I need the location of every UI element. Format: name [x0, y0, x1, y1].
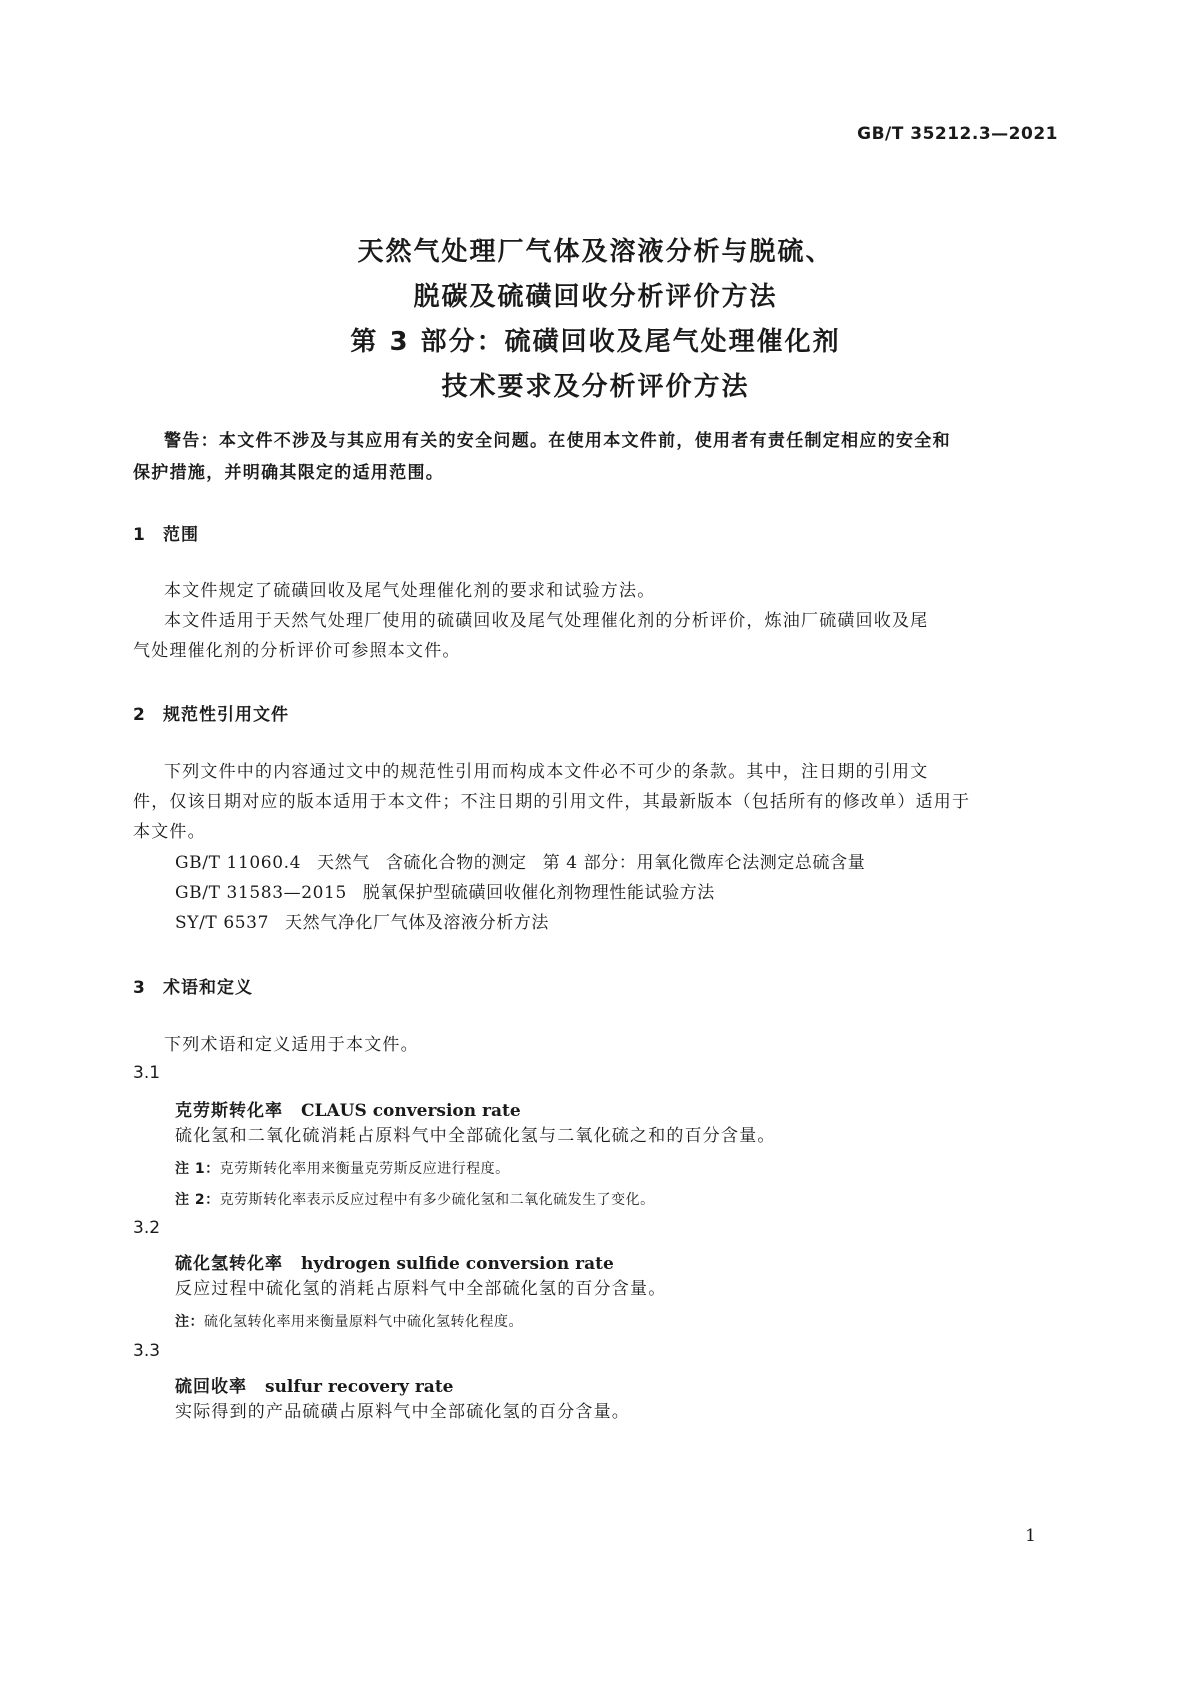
title-line-1: 天然气处理厂气体及溶液分析与脱硫、	[357, 237, 834, 267]
section-1-para-2-line-2: 气处理催化剂的分析评价可参照本文件。	[133, 641, 461, 661]
section-1-para-1: 本文件规定了硫磺回收及尾气处理催化剂的要求和试验方法。	[164, 581, 656, 601]
term-definition: 硫化氢和二氧化硫消耗占原料气中全部硫化氢与二氧化硫之和的百分含量。	[175, 1126, 776, 1146]
section-2-heading	[133, 700, 289, 725]
title-line-4: 技术要求及分析评价方法	[441, 372, 750, 402]
section-3-intro: 下列术语和定义适用于本文件。	[164, 1035, 419, 1055]
reference-code: GB/T 11060.4	[175, 853, 302, 873]
reference-code: GB/T 31583—2015	[175, 883, 347, 903]
term-en: sulfur recovery rate	[265, 1377, 454, 1397]
document-title	[0, 230, 1191, 410]
term-definition: 实际得到的产品硫磺占原料气中全部硫化氢的百分含量。	[175, 1402, 630, 1422]
term-heading	[175, 1096, 521, 1121]
note-text: 克劳斯转化率表示反应过程中有多少硫化氢和二氧化硫发生了变化。	[219, 1192, 655, 1208]
reference-title-part: 脱氧保护型硫磺回收催化剂物理性能试验方法	[362, 883, 715, 903]
warning-line-1: 警告：本文件不涉及与其应用有关的安全问题。在使用本文件前，使用者有责任制定相应的安全和	[164, 431, 951, 451]
note-label: 注：	[175, 1314, 204, 1330]
section-1-para-2-line-1: 本文件适用于天然气处理厂使用的硫磺回收及尾气处理催化剂的分析评价，炼油厂硫磺回收及尾	[164, 611, 929, 631]
title-line-3: 第 3 部分：硫磺回收及尾气处理催化剂	[350, 327, 841, 357]
note-label: 注 2：	[175, 1192, 220, 1208]
warning-line-2: 保护措施，并明确其限定的适用范围。	[133, 463, 445, 483]
title-line-2: 脱碳及硫磺回收分析评价方法	[413, 282, 778, 312]
section-2-title: 规范性引用文件	[163, 705, 289, 725]
reference-item	[175, 878, 731, 903]
section-2-para-line-1: 下列文件中的内容通过文中的规范性引用而构成本文件必不可少的条款。其中，注日期的引用文	[164, 762, 929, 782]
page-number: 1	[1025, 1526, 1036, 1546]
term-number: 3.1	[133, 1063, 161, 1083]
reference-code: SY/T 6537	[175, 913, 270, 933]
term-number: 3.2	[133, 1218, 161, 1238]
term-zh: 硫化氢转化率	[175, 1254, 283, 1274]
section-3-number: 3	[133, 978, 146, 998]
reference-title-part: 第 4 部分：用氧化微库仑法测定总硫含量	[542, 853, 866, 873]
term-note	[175, 1158, 510, 1178]
term-en: hydrogen sulfide conversion rate	[301, 1254, 614, 1274]
term-note	[175, 1311, 523, 1331]
term-zh: 克劳斯转化率	[175, 1101, 283, 1121]
term-heading	[175, 1372, 454, 1397]
reference-item	[175, 848, 881, 873]
reference-title-part: 含硫化合物的测定	[385, 853, 527, 873]
section-1-title: 范围	[163, 525, 199, 545]
note-text: 克劳斯转化率用来衡量克劳斯反应进行程度。	[219, 1161, 510, 1177]
standard-code: GB/T 35212.3—2021	[857, 124, 1058, 144]
section-1-heading	[133, 520, 199, 545]
term-definition: 反应过程中硫化氢的消耗占原料气中全部硫化氢的百分含量。	[175, 1279, 667, 1299]
term-heading	[175, 1249, 614, 1274]
section-2-number: 2	[133, 705, 146, 725]
reference-title-part: 天然气	[317, 853, 370, 873]
term-en: CLAUS conversion rate	[301, 1101, 521, 1121]
term-note	[175, 1189, 655, 1209]
reference-title-part: 天然气净化厂气体及溶液分析方法	[285, 913, 550, 933]
section-3-heading	[133, 973, 253, 998]
note-label: 注 1：	[175, 1161, 220, 1177]
section-3-title: 术语和定义	[163, 978, 253, 998]
section-2-para-line-2: 件，仅该日期对应的版本适用于本文件；不注日期的引用文件，其最新版本（包括所有的修改单）适用于	[133, 792, 971, 812]
reference-item	[175, 908, 565, 933]
note-text: 硫化氢转化率用来衡量原料气中硫化氢转化程度。	[204, 1314, 523, 1330]
section-2-para-line-3: 本文件。	[133, 822, 206, 842]
section-1-number: 1	[133, 525, 146, 545]
term-number: 3.3	[133, 1341, 161, 1361]
term-zh: 硫回收率	[175, 1377, 247, 1397]
